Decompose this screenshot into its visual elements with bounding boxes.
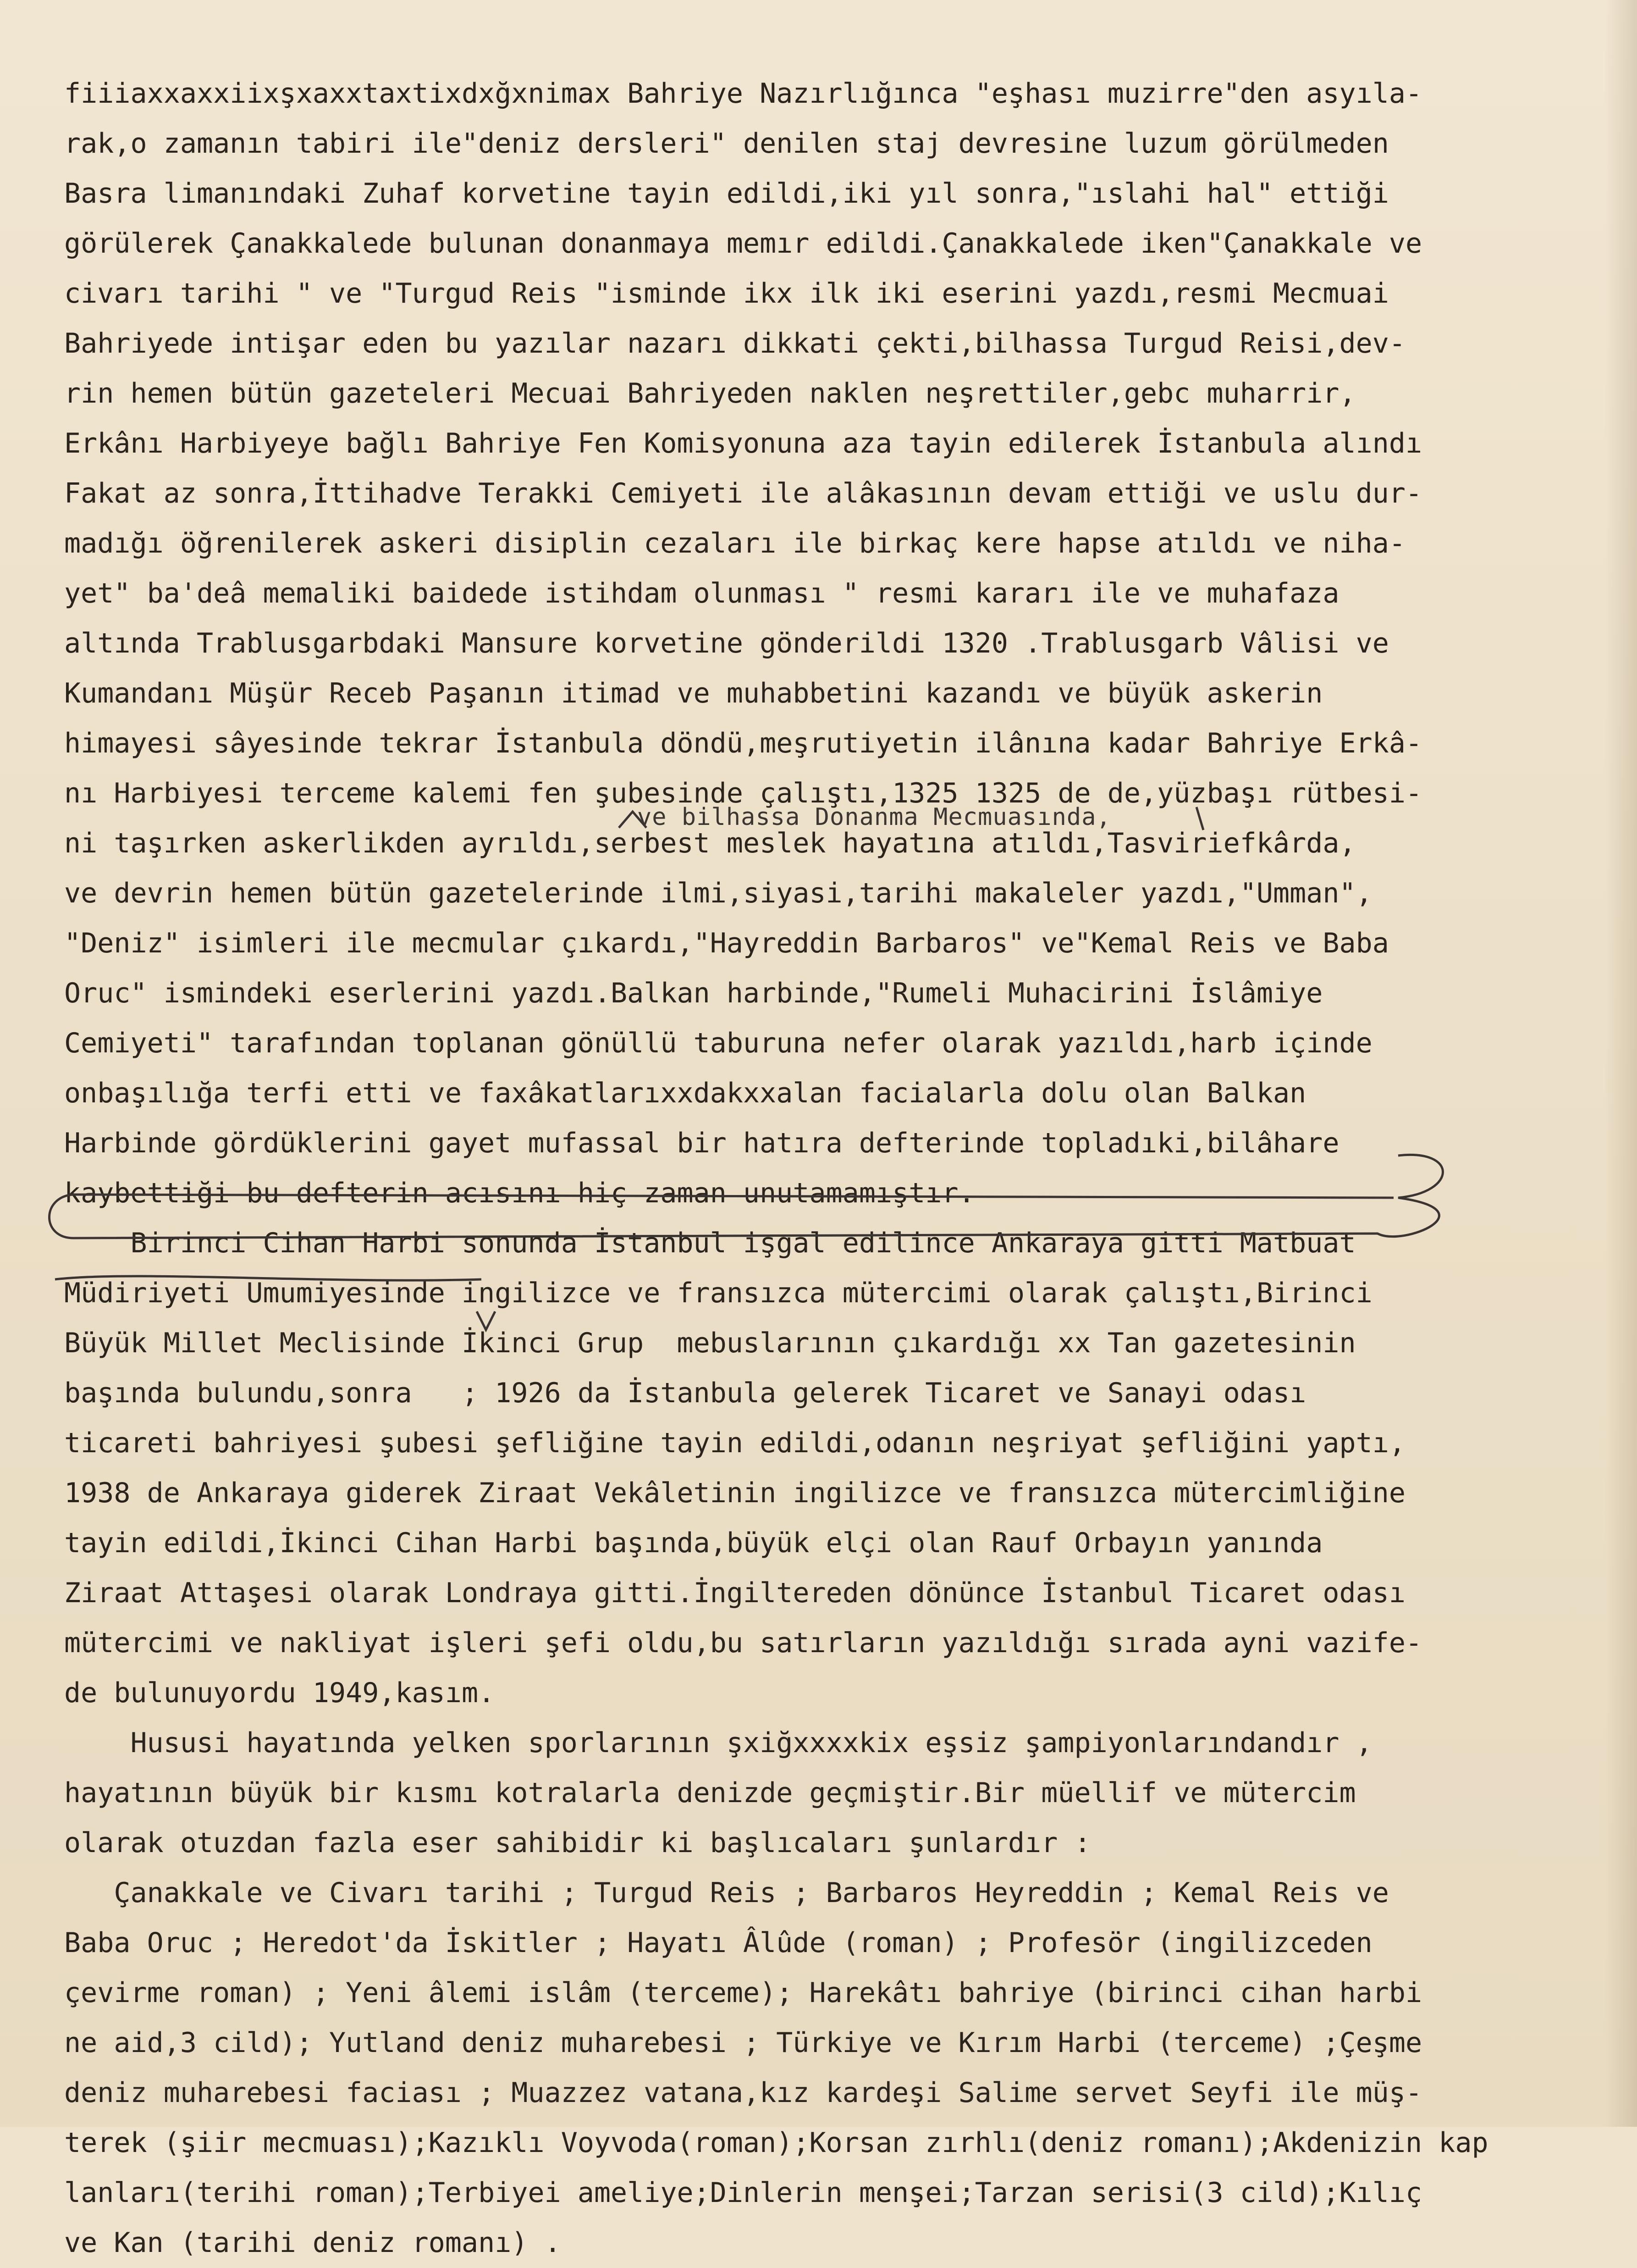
text-line: nı Harbiyesi terceme kalemi fen şubesinde çalıştı,1325 1325 de de,yüzbaşı rütbesi- <box>64 777 1422 809</box>
text-line: Cemiyeti" tarafından toplanan gönüllü taburuna nefer olarak yazıldı,harb içinde <box>64 1027 1372 1059</box>
text-line: "Deniz" isimleri ile mecmular çıkardı,"Hayreddin Barbaros" ve"Kemal Reis ve Baba <box>64 927 1389 959</box>
text-line: altında Trablusgarbdaki Mansure korvetine gönderildi 1320 .Trablusgarb Vâlisi ve <box>64 627 1389 659</box>
text-line: başında bulundu,sonra ; 1926 da İstanbula gelerek Ticaret ve Sanayi odası <box>64 1377 1306 1409</box>
text-line: ni taşırken askerlikden ayrıldı,serbest meslek hayatına atıldı,Tasviriefkârda, <box>64 827 1356 859</box>
text-line: Harbinde gördüklerini gayet mufassal bir hatıra defterinde topladıki,bilâhare <box>64 1127 1339 1159</box>
text-line: Çanakkale ve Civarı tarihi ; Turgud Reis ; Barbaros Heyreddin ; Kemal Reis ve <box>64 1877 1389 1909</box>
text-line: ticareti bahriyesi şubesi şefliğine tayin edildi,odanın neşriyat şefliğini yaptı, <box>64 1427 1406 1459</box>
text-line: ve devrin hemen bütün gazetelerinde ilmi,siyasi,tarihi makaleler yazdı,"Umman", <box>64 877 1372 909</box>
text-line: kaybettiği bu defterin acısını hiç zaman unutamamıştır. <box>64 1177 975 1209</box>
text-line: Büyük Millet Meclisinde İkinci Grup mebuslarının çıkardığı xx Tan gazetesinin <box>64 1327 1356 1359</box>
text-line: hayatının büyük bir kısmı kotralarla denizde geçmiştir.Bir müellif ve mütercim <box>64 1777 1356 1809</box>
text-line: de bulunuyordu 1949,kasım. <box>64 1677 495 1709</box>
text-line: fiiiaxxaxxiixşxaxxtaxtixdxğxnimax Bahriye Nazırlığınca "eşhası muzirre"den asyıla- <box>64 77 1422 110</box>
text-line: mütercimi ve nakliyat işleri şefi oldu,bu satırların yazıldığı sırada ayni vazife- <box>64 1627 1422 1659</box>
text-line: Müdiriyeti Umumiyesinde ingilizce ve fransızca mütercimi olarak çalıştı,Birinci <box>64 1277 1372 1309</box>
text-line: rin hemen bütün gazeteleri Mecuai Bahriyeden naklen neşrettiler,gebc muharrir, <box>64 377 1356 409</box>
text-line: Oruc" ismindeki eserlerini yazdı.Balkan harbinde,"Rumeli Muhacirini İslâmiye <box>64 977 1323 1009</box>
text-line: Bahriyede intişar eden bu yazılar nazarı dikkati çekti,bilhassa Turgud Reisi,dev- <box>64 327 1406 360</box>
text-line: tayin edildi,İkinci Cihan Harbi başında,büyük elçi olan Rauf Orbayın yanında <box>64 1527 1323 1559</box>
text-line: yet" ba'deâ memaliki baidede istihdam olunması " resmi kararı ile ve muhafaza <box>64 577 1339 609</box>
text-line: rak,o zamanın tabiri ile"deniz dersleri" denilen staj devresine luzum görülmeden <box>64 127 1389 160</box>
text-line: çevirme roman) ; Yeni âlemi islâm (terceme); Harekâtı bahriye (birinci cihan harbi <box>64 1977 1422 2009</box>
text-line: Hususi hayatında yelken sporlarının şxiğxxxxkix eşsiz şampiyonlarındandır , <box>64 1727 1372 1759</box>
text-line: görülerek Çanakkalede bulunan donanmaya memır edildi.Çanakkalede iken"Çanakkale ve <box>64 227 1422 260</box>
text-line: Fakat az sonra,İttihadve Terakki Cemiyeti ile alâkasının devam ettiği ve uslu dur- <box>64 477 1422 509</box>
text-line: madığı öğrenilerek askeri disiplin cezaları ile birkaç kere hapse atıldı ve niha- <box>64 527 1406 559</box>
text-line: Ziraat Attaşesi olarak Londraya gitti.İngiltereden dönünce İstanbul Ticaret odası <box>64 1577 1406 1609</box>
text-line: Erkânı Harbiyeye bağlı Bahriye Fen Komisyonuna aza tayin edilerek İstanbula alındı <box>64 427 1422 459</box>
text-line: ve Kan (tarihi deniz romanı) . <box>64 2227 561 2259</box>
text-line: onbaşılığa terfi etti ve faxâkatlarıxxdakxxalan facialarla dolu olan Balkan <box>64 1077 1306 1109</box>
text-line: himayesi sâyesinde tekrar İstanbula döndü,meşrutiyetin ilânına kadar Bahriye Erkâ- <box>64 727 1422 759</box>
text-line: lanları(terihi roman);Terbiyei ameliye;Dinlerin menşei;Tarzan serisi(3 cild);Kılıç <box>64 2177 1422 2209</box>
text-line: 1938 de Ankaraya giderek Ziraat Vekâletinin ingilizce ve fransızca mütercimliğine <box>64 1477 1406 1509</box>
text-line: civarı tarihi " ve "Turgud Reis "isminde ikx ilk iki eserini yazdı,resmi Mecmuai <box>64 277 1389 310</box>
text-line: deniz muharebesi faciası ; Muazzez vatana,kız kardeşi Salime servet Seyfi ile müş- <box>64 2077 1422 2109</box>
handwritten-insert: ve bilhassa Donanma Mecmuasında, <box>637 803 1111 831</box>
text-line: ne aid,3 cild); Yutland deniz muharebesi ; Türkiye ve Kırım Harbi (terceme) ;Çeşme <box>64 2027 1422 2059</box>
text-line: terek (şiir mecmuası);Kazıklı Voyvoda(roman);Korsan zırhlı(deniz romanı);Akdenizin kap <box>64 2127 1488 2159</box>
text-line: olarak otuzdan fazla eser sahibidir ki başlıcaları şunlardır : <box>64 1827 1091 1859</box>
typed-text-body <box>64 69 1577 2268</box>
text-line: Baba Oruc ; Heredot'da İskitler ; Hayatı Âlûde (roman) ; Profesör (ingilizceden <box>64 1927 1372 1959</box>
text-line: Kumandanı Müşür Receb Paşanın itimad ve muhabbetini kazandı ve büyük askerin <box>64 677 1323 709</box>
paper-edge-shadow <box>1605 0 1637 2127</box>
text-line: Basra limanındaki Zuhaf korvetine tayin edildi,iki yıl sonra,"ıslahi hal" ettiği <box>64 177 1389 210</box>
text-line: Birinci Cihan Harbi sonunda İstanbul işgal edilince Ankaraya gitti Matbuat <box>64 1227 1356 1259</box>
